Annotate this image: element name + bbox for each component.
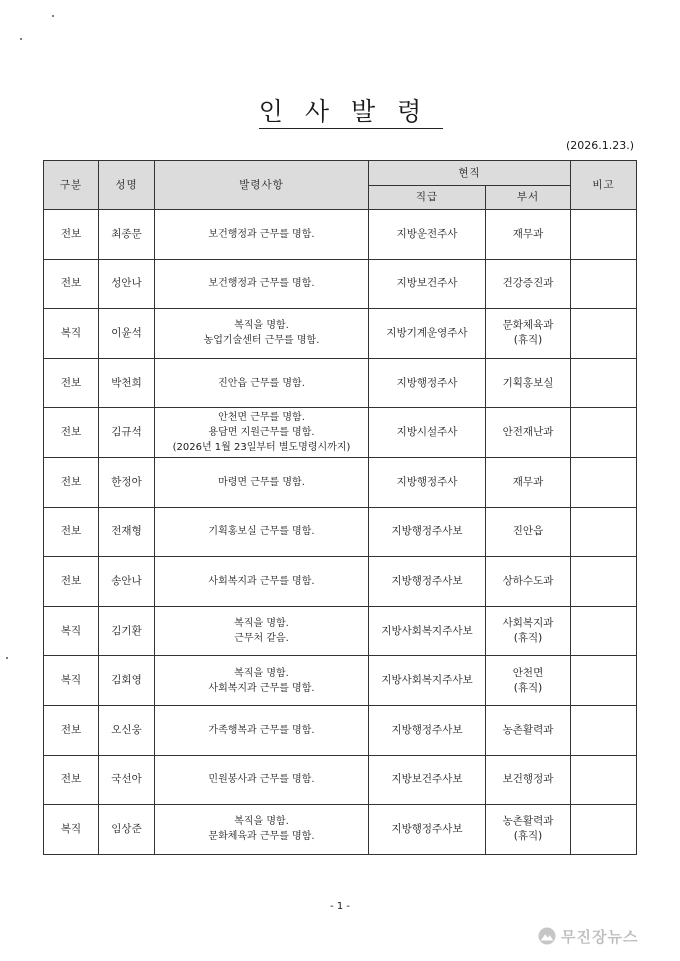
rank-cell: 지방행정주사보	[369, 805, 486, 855]
department-line: (휴직)	[513, 681, 543, 694]
table-row	[44, 606, 637, 656]
department-line: (휴직)	[513, 632, 543, 645]
department-line: (휴직)	[513, 830, 543, 843]
rank-cell: 지방시설주사	[369, 408, 486, 458]
watermark	[538, 922, 674, 950]
order-line: 진안읍 근무를 명함.	[218, 377, 305, 389]
order-line: 보건행정과 근무를 명함.	[208, 278, 315, 290]
remarks-cell	[571, 507, 637, 557]
rank-cell: 지방운전주사	[369, 210, 486, 260]
order-line: 보건행정과 근무를 명함.	[208, 228, 315, 240]
remarks-cell	[571, 259, 637, 309]
scan-speck	[52, 15, 54, 17]
order-line: 가족행복과 근무를 명함.	[208, 724, 315, 736]
department-line: 농촌활력과	[502, 723, 554, 736]
document-date: (2026.1.23.)	[565, 139, 634, 152]
order-line: 용담면 지원근무를 명함.	[208, 427, 315, 439]
header-rank: 직급	[369, 186, 486, 210]
orders-cell	[155, 507, 369, 557]
category-cell: 전보	[44, 210, 99, 260]
orders-cell	[155, 755, 369, 805]
order-line: 사회복지과 근무를 명함.	[208, 682, 315, 694]
order-line: 복직을 명함.	[234, 320, 289, 332]
category-cell: 전보	[44, 755, 99, 805]
remarks-cell	[571, 805, 637, 855]
order-line: (2026년 1월 23일부터 별도명령시까지)	[172, 442, 351, 454]
watermark-text: 무진장뉴스	[561, 927, 639, 946]
table-row	[44, 507, 637, 557]
remarks-cell	[571, 705, 637, 755]
document-title: 인사발령	[0, 92, 680, 128]
orders-cell	[155, 358, 369, 408]
orders-cell	[155, 557, 369, 607]
rank-cell: 지방행정주사	[369, 358, 486, 408]
department-cell	[486, 755, 571, 805]
order-line: 안천면 근무를 명함.	[218, 412, 305, 424]
table-row	[44, 259, 637, 309]
order-line: 복직을 명함.	[234, 667, 289, 679]
rank-cell: 지방보건주사보	[369, 755, 486, 805]
remarks-cell	[571, 408, 637, 458]
department-cell	[486, 705, 571, 755]
orders-cell	[155, 656, 369, 706]
category-cell: 전보	[44, 408, 99, 458]
table-row	[44, 457, 637, 507]
category-cell: 복직	[44, 309, 99, 359]
category-cell: 전보	[44, 457, 99, 507]
department-cell	[486, 557, 571, 607]
remarks-cell	[571, 457, 637, 507]
scan-speck	[20, 38, 22, 40]
department-cell	[486, 309, 571, 359]
name-cell: 최종문	[99, 210, 155, 260]
rank-cell: 지방행정주사	[369, 457, 486, 507]
order-line: 마령면 근무를 명함.	[218, 476, 305, 488]
name-cell: 김규석	[99, 408, 155, 458]
orders-cell	[155, 309, 369, 359]
category-cell: 전보	[44, 358, 99, 408]
department-line: 사회복지과	[502, 617, 554, 630]
orders-cell	[155, 705, 369, 755]
category-cell: 복직	[44, 805, 99, 855]
department-cell	[486, 358, 571, 408]
department-line: 안천면	[512, 666, 544, 679]
category-cell: 복직	[44, 656, 99, 706]
department-cell	[486, 408, 571, 458]
department-line: 재무과	[512, 227, 544, 240]
name-cell: 박천희	[99, 358, 155, 408]
table-row	[44, 309, 637, 359]
remarks-cell	[571, 755, 637, 805]
department-line: 건강증진과	[502, 277, 554, 290]
department-line: 진안읍	[512, 525, 544, 538]
remarks-cell	[571, 656, 637, 706]
table-row	[44, 408, 637, 458]
name-cell: 전재형	[99, 507, 155, 557]
remarks-cell	[571, 606, 637, 656]
remarks-cell	[571, 358, 637, 408]
department-cell	[486, 606, 571, 656]
category-cell: 전보	[44, 507, 99, 557]
department-line: 재무과	[512, 475, 544, 488]
name-cell: 한정아	[99, 457, 155, 507]
header-category: 구분	[44, 161, 99, 210]
order-line: 민원봉사과 근무를 명함.	[208, 774, 315, 786]
department-line: 문화체육과	[502, 319, 554, 332]
table-row	[44, 705, 637, 755]
department-cell	[486, 805, 571, 855]
rank-cell: 지방기계운영주사	[369, 309, 486, 359]
orders-cell	[155, 210, 369, 260]
orders-cell	[155, 805, 369, 855]
rank-cell: 지방보건주사	[369, 259, 486, 309]
orders-cell	[155, 457, 369, 507]
order-line: 기획홍보실 근무를 명함.	[208, 526, 315, 538]
remarks-cell	[571, 210, 637, 260]
page-number: - 1 -	[330, 901, 350, 912]
name-cell: 임상준	[99, 805, 155, 855]
department-line: 기획홍보실	[502, 376, 554, 389]
category-cell: 복직	[44, 606, 99, 656]
rank-cell: 지방사회복지주사보	[369, 656, 486, 706]
department-line: 상하수도과	[502, 574, 554, 587]
header-orders: 발령사항	[155, 161, 369, 210]
mountain-logo-icon	[538, 927, 556, 945]
order-line: 문화체육과 근무를 명함.	[208, 831, 315, 843]
header-current: 현직	[369, 161, 571, 186]
department-cell	[486, 457, 571, 507]
order-line: 복직을 명함.	[234, 816, 289, 828]
name-cell: 성안나	[99, 259, 155, 309]
orders-cell	[155, 408, 369, 458]
department-line: 농촌활력과	[502, 815, 554, 828]
table-row	[44, 210, 637, 260]
scan-speck	[6, 657, 8, 659]
order-line: 근무처 같음.	[234, 633, 289, 645]
name-cell: 송안나	[99, 557, 155, 607]
category-cell: 전보	[44, 259, 99, 309]
name-cell: 이윤석	[99, 309, 155, 359]
order-line: 복직을 명함.	[234, 618, 289, 630]
remarks-cell	[571, 557, 637, 607]
category-cell: 전보	[44, 705, 99, 755]
rank-cell: 지방사회복지주사보	[369, 606, 486, 656]
order-line: 사회복지과 근무를 명함.	[208, 575, 315, 587]
personnel-order-table	[43, 160, 637, 855]
order-line: 농업기술센터 근무를 명함.	[203, 335, 320, 347]
table-row	[44, 805, 637, 855]
header-department: 부서	[486, 186, 571, 210]
table-row	[44, 557, 637, 607]
department-cell	[486, 507, 571, 557]
department-cell	[486, 259, 571, 309]
header-name: 성명	[99, 161, 155, 210]
orders-cell	[155, 606, 369, 656]
orders-cell	[155, 259, 369, 309]
header-remarks: 비고	[571, 161, 637, 210]
name-cell: 김기환	[99, 606, 155, 656]
department-line: 안전재난과	[502, 426, 554, 439]
table-row	[44, 358, 637, 408]
rank-cell: 지방행정주사보	[369, 705, 486, 755]
department-cell	[486, 210, 571, 260]
table-row	[44, 656, 637, 706]
rank-cell: 지방행정주사보	[369, 507, 486, 557]
remarks-cell	[571, 309, 637, 359]
category-cell: 전보	[44, 557, 99, 607]
name-cell: 오신웅	[99, 705, 155, 755]
name-cell: 국선아	[99, 755, 155, 805]
name-cell: 김회영	[99, 656, 155, 706]
department-cell	[486, 656, 571, 706]
table-row	[44, 755, 637, 805]
department-line: 보건행정과	[502, 773, 554, 786]
department-line: (휴직)	[513, 334, 543, 347]
rank-cell: 지방행정주사보	[369, 557, 486, 607]
